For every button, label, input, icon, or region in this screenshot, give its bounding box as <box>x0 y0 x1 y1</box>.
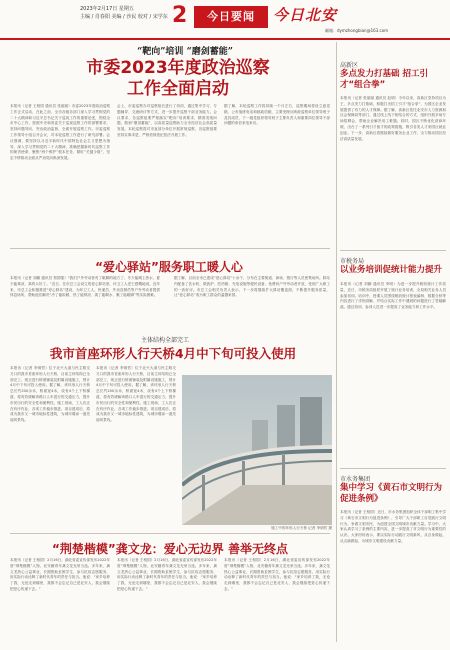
article1-headline-line2: 工作全面启动 <box>127 79 229 99</box>
newspaper-logo: 今日北安 <box>273 6 338 24</box>
masthead-info <box>80 5 168 21</box>
article1-body-col3: 据了解，本轮巡察工作将持续一个月左右，巡察期间将设立意见箱、公布值班电话和邮政信箱，主要受理反映被巡察单位领导班子及其成员、下一级党组织领导班子主要负责人和重要岗位领导干部问题的来信来电来访。 <box>224 104 330 126</box>
right-article2-body: 本报讯（记者 刘鹏 通讯员 李明）为进一步提升税收统计工作质量，近日，市税务局组织开展了统计业务培训，全局相关业务人员参加培训。培训中，授课人员围绕税收统计报表编制、数据分析等内容进行了详细讲解，并结合实际工作中遇到的问题进行了答疑解惑。通过培训，参训人员进一步提高了业务能力和工作水平。 <box>340 282 446 310</box>
right-article2-headline: 以业务培训促统计能力提升 <box>340 265 443 275</box>
masthead <box>0 0 450 40</box>
article1-kicker: “靶向”培训 “磨剑蓄能” <box>137 47 233 57</box>
right-article3-kicker: 市水务集团 <box>340 476 371 483</box>
article1-headline <box>28 58 328 100</box>
article4-body-col2: 本报讯（记者 王相国）2月16日，湖北省委宣传部发布2022年度“荆楚楷模”人物，北安籍青年龚文龙光荣当选。多年来，龚文龙热心公益事业，长期资助贫困学生，参与抗疫志愿服务，用实际行动诠释了新时代青年的责任与担当。他说：“家乡培养了我，无论走到哪里，我都不会忘记自己是北安人，我会继续把爱心传递下去。” <box>117 558 217 591</box>
article2-body-col2: 据了解，目前全市已建成“爱心驿站”十余个，分布在主要街道、商场、银行等人员密集场所。驿站内配备了饮水机、微波炉、医药箱、充电设施等便民设备，免费向户外劳动者开放，受到广大职工的一致好评。市总工会相关负责人表示，下一步将继续扩大驿站覆盖面，不断提升服务质量，让“爱心驿站”成为职工群众的温馨家园。 <box>174 276 330 298</box>
section-divider <box>340 468 446 469</box>
article3-subtitle: 主体结构全部完工 <box>140 337 189 344</box>
article2-headline: “爱心驿站”服务职工暖人心 <box>95 260 243 274</box>
editor-line: 主编 / 肖春阳 美编 / 沙民 校对 / 宋学东 <box>80 14 168 20</box>
right-article3-body: 本报讯（记者 王相国）近日，市水务集团组织全体干部职工集中学习《黄石市文明行为促进条例》，引导广大干部职工自觉践行文明行为，争做文明市民，为创建全国文明城市贡献力量。学习中，大家认真学习了条例的主要内容，进一步提高了对文明行为重要性的认识。大家纷纷表示，要以实际行动践行文明新风，从自身做起，从点滴做起，为城市文明建设贡献力量。 <box>340 510 446 543</box>
article2-body-col1: 本报讯（记者 刘鹏 通讯员 郑国强）“我们户外劳动者有了歇脚的地方了，冬天能喝上热水，夏天能乘凉，真的太好了。”近日，在市总工会设立的爱心驿站里，环卫工人老王感慨地说。近年来，市总工会积极推进“爱心驿站”建设，为环卫工人、快递员、外卖送餐员等户外劳动者提供休息场所，帮助他们解决“冷了能取暖、热了能纳凉、渴了能喝水、累了能歇脚”等实际困难。 <box>10 276 160 298</box>
bridge-photo <box>182 375 332 525</box>
section-divider <box>340 250 446 251</box>
section-divider <box>10 248 330 249</box>
article1-body-col2: 会上，市委巡察办对巡察组长进行了培训，通过集中学习、专题辅导、交流研讨等方式，进一步提升巡察干部业务能力。会议要求，各巡察组要严格落实“靶向”培训要求，精准发现问题，做到“磨剑蓄能”，以高质量巡察助力全市经济社会高质量发展。本轮巡察将对市直部分单位开展常规巡察，各巡察组要坚持实事求是，严格依规依纪依法开展工作。 <box>117 104 217 137</box>
contact-email: 邮箱：dymzhongbian@163.com <box>325 28 389 33</box>
article3-body-col2: 本报讯（记者 李炳哲）位于北兴大道与民主路交叉口的我市首座环形人行天桥，目前主体结构已全部完工，现正进行桥面铺装及附属设施施工，预计4月中下旬可投入使用。据了解，该环形人行天桥总长约200余米，桥面宽4米，设有4个上下桥梯道，将有效缓解该路口人车混行的交通压力，提升市民出行的安全性和便利性。施工现场，工人们正在有序作业，各项工作稳步推进。项目建成后，将成为我市又一城市地标性建筑，为城市增添一道亮丽风景线。 <box>96 366 176 423</box>
article4-body-col3: 本报讯（记者 王相国）2月16日，湖北省委宣传部发布2022年度“荆楚楷模”人物，北安籍青年龚文龙光荣当选。多年来，龚文龙热心公益事业，长期资助贫困学生，参与抗疫志愿服务，用实际行动诠释了新时代青年的责任与担当。他说：“家乡培养了我，无论走到哪里，我都不会忘记自己是北安人，我会继续把爱心传递下去。” <box>224 558 330 591</box>
section-title: 今日要闻 <box>194 6 268 28</box>
article1-headline-line1: 市委2023年度政治巡察 <box>86 58 270 78</box>
article4-headline: “荆楚楷模”龚文龙：爱心无边界 善举无终点 <box>52 542 288 556</box>
right-article1-body: 本报讯（记者 张丽丽 通讯员 赵明）今年以来，高新区坚持项目为王，多点发力打基础，积极打出招工引才“组合拳”，为园区企业发展提供了有力的人才保障。据了解，高新区依托北安市人力资源和社会保障局等部门，通过线上线下相结合的方式，组织开展多场专场招聘会，帮助企业解决用工难题。同时，园区不断优化营商环境，出台了一系列引才留才的政策措施，吸引各类人才来园区就业创业。下一步，高新区将继续做好服务企业工作，全力推动园区经济高质量发展。 <box>340 96 446 141</box>
date-line: 2023年2月17日 星期五 <box>80 6 134 12</box>
photo-caption: 施工中的环形人行天桥 记者 李炳哲 摄 <box>271 526 332 530</box>
article1-body-col1: 本报讯（记者 王相国 通讯员 张丽丽）市委2023年度政治巡察工作正式启动，在此之前，全市各级各部门深入学习贯彻党的二十大精神和习近平总书记关于巡视工作的重要论述，围绕全市中心工作，按照中央和省委关于巡视巡察工作的部署要求，坚持问题导向，突出政治监督，全面开展巡察工作。市委巡察工作领导小组召开会议，对本轮巡察工作进行了研究部署。会议强调，要坚持以习近平新时代中国特色社会主义思想为指导，深入学习贯彻党的二十大精神，准确把握新时代巡察工作的职责使命，聚焦“两个维护”根本任务，紧盯“关键少数”，坚定不移推动全面从严治党向纵深发展。 <box>10 104 110 161</box>
column-divider <box>336 42 337 642</box>
section-divider <box>10 533 330 534</box>
right-article1-kicker: 高新区 <box>340 62 359 69</box>
right-article1-headline: 多点发力打基础 招工引才“组合拳” <box>340 69 428 90</box>
right-article3-headline: 集中学习《黄石市文明行为促进条例》 <box>340 483 443 504</box>
article3-body-col1: 本报讯（记者 李炳哲）位于北兴大道与民主路交叉口的我市首座环形人行天桥，目前主体结构已全部完工，现正进行桥面铺装及附属设施施工，预计4月中下旬可投入使用。据了解，该环形人行天桥总长约200余米，桥面宽4米，设有4个上下桥梯道，将有效缓解该路口人车混行的交通压力，提升市民出行的安全性和便利性。施工现场，工人们正在有序作业，各项工作稳步推进。项目建成后，将成为我市又一城市地标性建筑，为城市增添一道亮丽风景线。 <box>10 366 90 423</box>
bridge-photo-illustration <box>182 375 332 525</box>
page-number: 2 <box>172 3 188 28</box>
article3-headline: 我市首座环形人行天桥4月中下旬可投入使用 <box>49 346 297 361</box>
article4-body-col1: 本报讯（记者 王相国）2月16日，湖北省委宣传部发布2022年度“荆楚楷模”人物，北安籍青年龚文龙光荣当选。多年来，龚文龙热心公益事业，长期资助贫困学生，参与抗疫志愿服务，用实际行动诠释了新时代青年的责任与担当。他说：“家乡培养了我，无论走到哪里，我都不会忘记自己是北安人，我会继续把爱心传递下去。” <box>10 558 110 591</box>
right-article2-kicker: 市税务局 <box>340 258 365 265</box>
